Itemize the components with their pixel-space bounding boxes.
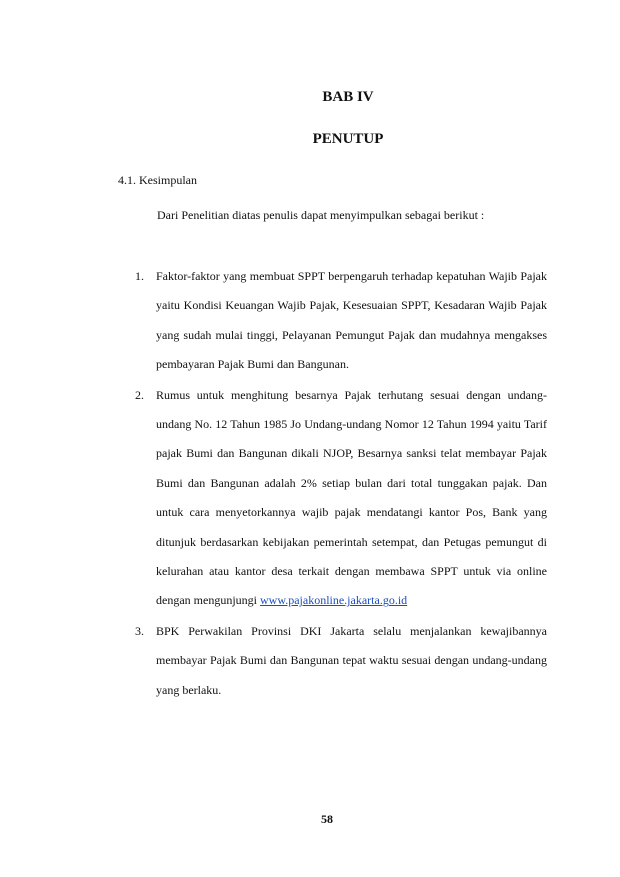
chapter-title: BAB IV xyxy=(322,89,374,105)
intro-paragraph: Dari Penelitian diatas penulis dapat menyimpulkan sebagai berikut : xyxy=(157,208,485,222)
list-item xyxy=(135,381,547,616)
chapter-subtitle: PENUTUP xyxy=(312,131,384,147)
list-item-text: BPK Perwakilan Provinsi DKI Jakarta selalu menjalankan kewajibannya membayar Pajak Bumi dan Bangunan tepat waktu sesuai dengan undang-undang yang berlaku. xyxy=(156,623,547,697)
list-item xyxy=(135,617,547,705)
list-item-number: 2. xyxy=(135,387,144,402)
list-item-text xyxy=(156,381,547,616)
list-item xyxy=(135,262,547,380)
section-heading: 4.1. Kesimpulan xyxy=(118,173,197,187)
list-item-text: Faktor-faktor yang membuat SPPT berpengaruh terhadap kepatuhan Wajib Pajak yaitu Kondisi Keuangan Wajib Pajak, Kesesuaian SPPT, Kesadaran Wajib Pajak yang sudah mulai tinggi, Pelayanan Pemungut Pajak dan mudahnya mengakses pembayaran Pajak Bumi dan Bangunan. xyxy=(156,269,547,372)
list-item-number: 3. xyxy=(135,623,144,638)
page-number: 58 xyxy=(321,812,333,826)
list-item-number: 1. xyxy=(135,269,144,283)
list-item-text-body: Rumus untuk menghitung besarnya Pajak terhutang sesuai dengan undang-undang No. 12 Tahun 1985 Jo Undang-undang Nomor 12 Tahun 1994 yaitu Tarif pajak Bumi dan Bangunan dikali NJOP, Besarnya sanksi telat membayar Pajak Bumi dan Bangunan adalah 2% setiap bulan dari total tunggakan pajak. Dan untuk cara menyetorkannya wajib pajak mendatangi kantor Pos, Bank yang ditunjuk berdasarkan kebijakan pemerintah setempat, dan Petugas pemungut di kelurahan atau kantor desa terkait dengan membawa SPPT untuk via online dengan mengunjungi xyxy=(156,387,547,608)
conclusion-list xyxy=(135,262,547,706)
website-link[interactable]: www.pajakonline.jakarta.go.id xyxy=(259,593,408,608)
